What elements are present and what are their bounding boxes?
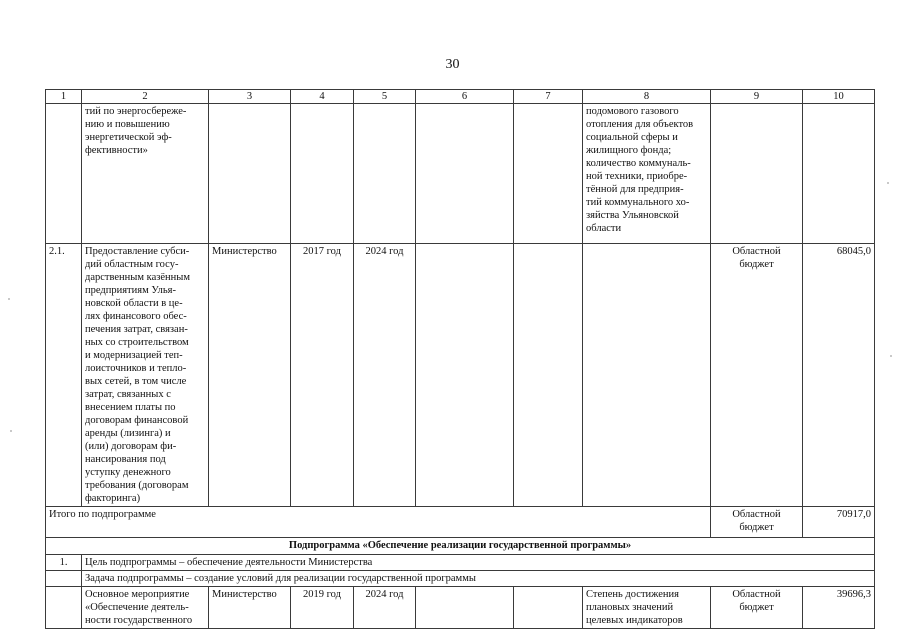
header-col-8: 8 [583, 90, 711, 104]
subprogram-heading: Подпрограмма «Обеспечение реализации государственной программы» [46, 538, 875, 555]
scan-speck [890, 355, 892, 357]
table-row-task [46, 571, 875, 587]
table-row-main-activity [46, 587, 875, 629]
cell-funding-source: Областной бюджет [711, 587, 803, 629]
table-row-goal [46, 555, 875, 571]
total-label: Итого по подпрограмме [46, 507, 711, 538]
header-col-6: 6 [416, 90, 514, 104]
header-col-7: 7 [514, 90, 583, 104]
cell-col-7 [514, 104, 583, 244]
cell-funding-source [711, 104, 803, 244]
header-col-9: 9 [711, 90, 803, 104]
cell-start-year [291, 104, 354, 244]
table-row-2-1 [46, 244, 875, 507]
column-number-header [46, 90, 875, 104]
cell-activity-name: Основное мероприятие «Обеспечение деятель- ности государственного [82, 587, 209, 629]
program-table [45, 89, 875, 629]
cell-num: 2.1. [46, 244, 82, 507]
scan-speck [8, 298, 10, 300]
cell-col-7 [514, 244, 583, 507]
cell-col-6 [416, 104, 514, 244]
cell-indicators: подомового газового отопления для объектов социальной сферы и жилищного фонда; количество коммуналь- ной техники, приобре- тённой для предприя- тий коммунального хо- зяйства Ульяновской области [583, 104, 711, 244]
header-col-10: 10 [803, 90, 875, 104]
cell-end-year: 2024 год [354, 244, 416, 507]
total-amount: 70917,0 [803, 507, 875, 538]
cell-amount: 39696,3 [803, 587, 875, 629]
goal-text: Цель подпрограммы – обеспечение деятельности Министерства [82, 555, 875, 571]
table-row-subprogram-heading [46, 538, 875, 555]
header-col-2: 2 [82, 90, 209, 104]
table-row-total [46, 507, 875, 538]
cell-col-7 [514, 587, 583, 629]
cell-start-year: 2017 год [291, 244, 354, 507]
cell-executor [209, 104, 291, 244]
total-funding-source: Областной бюджет [711, 507, 803, 538]
task-text: Задача подпрограммы – создание условий для реализации государственной программы [82, 571, 875, 587]
cell-funding-source: Областной бюджет [711, 244, 803, 507]
cell-num [46, 104, 82, 244]
cell-col-6 [416, 244, 514, 507]
cell-activity-name: тий по энергосбереже- нию и повышению энергетической эф- фективности» [82, 104, 209, 244]
page-number: 30 [445, 57, 460, 72]
cell-start-year: 2019 год [291, 587, 354, 629]
cell-num [46, 587, 82, 629]
task-num [46, 571, 82, 587]
table-row-continuation [46, 104, 875, 244]
cell-amount: 68045,0 [803, 244, 875, 507]
cell-end-year: 2024 год [354, 587, 416, 629]
cell-amount [803, 104, 875, 244]
header-col-4: 4 [291, 90, 354, 104]
cell-activity-name: Предоставление субси- дий областным госу- дарственным казённым предприятиям Улья- новской области в це- лях финансового обес- печения затрат, связан- ных со строительством и модернизацией теп- лоисточников и тепло- вых сетей, в том числе затрат, связанных с внесением платы по договорам финансовой аренды (лизинга) и (или) договорам фи- нансирования под уступку денежного требования (договорам факторинга) [82, 244, 209, 507]
cell-indicators: Степень достижения плановых значений целевых индикаторов [583, 587, 711, 629]
goal-num: 1. [46, 555, 82, 571]
cell-indicators [583, 244, 711, 507]
cell-col-6 [416, 587, 514, 629]
cell-end-year [354, 104, 416, 244]
header-col-5: 5 [354, 90, 416, 104]
scan-speck [887, 182, 889, 184]
cell-executor: Министерство [209, 244, 291, 507]
header-col-3: 3 [209, 90, 291, 104]
scan-speck [10, 430, 12, 432]
header-col-1: 1 [46, 90, 82, 104]
cell-executor: Министерство [209, 587, 291, 629]
